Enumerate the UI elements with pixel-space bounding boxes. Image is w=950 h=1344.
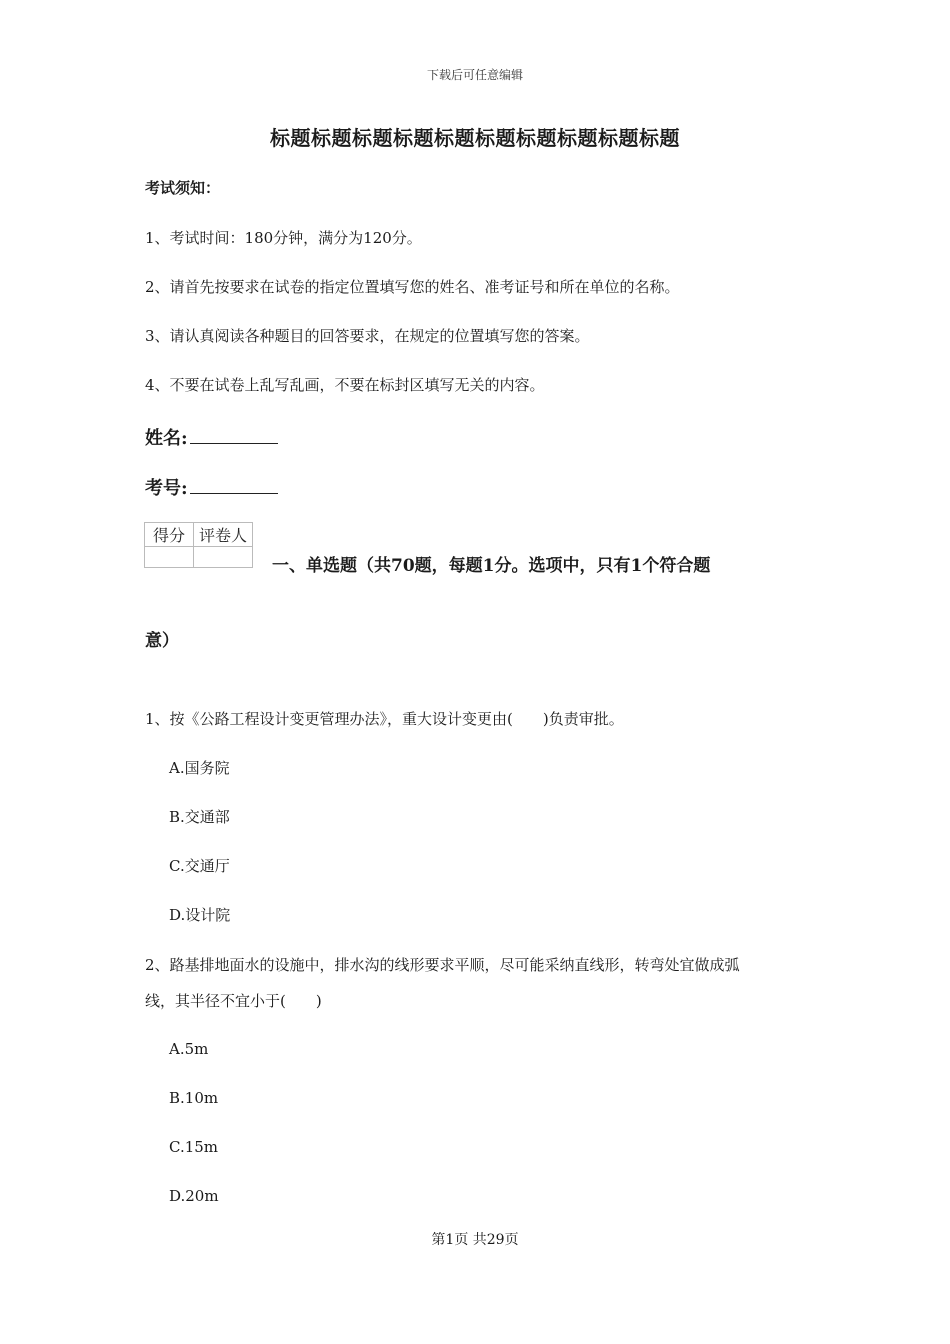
exam-id-field <box>145 474 278 500</box>
grader-cell <box>194 547 253 568</box>
exam-id-label: 考号: <box>145 478 188 499</box>
option: A.5m <box>169 1040 209 1058</box>
option: D.设计院 <box>169 906 231 924</box>
name-blank[interactable] <box>190 427 278 444</box>
score-cell <box>145 547 194 568</box>
notice-item: 4、不要在试卷上乱写乱画，不要在标封区填写无关的内容。 <box>145 376 545 394</box>
document-title: 标题标题标题标题标题标题标题标题标题标题 <box>270 126 680 150</box>
notice-item: 3、请认真阅读各种题目的回答要求，在规定的位置填写您的答案。 <box>145 327 590 345</box>
name-field <box>145 424 278 450</box>
notice-item: 2、请首先按要求在试卷的指定位置填写您的姓名、准考证号和所在单位的名称。 <box>145 278 680 296</box>
page-number: 第1页 共29页 <box>431 1232 519 1248</box>
score-header: 得分 <box>145 523 194 547</box>
section-title-continued: 意） <box>145 631 179 651</box>
option: D.20m <box>169 1187 219 1205</box>
option: B.10m <box>169 1089 219 1107</box>
notice-heading: 考试须知： <box>145 179 221 197</box>
question-2: 2、路基排地面水的设施中，排水沟的线形要求平顺，尽可能采纳直线形，转弯处宜做成弧 <box>145 956 740 974</box>
section-title: 一、单选题（共70题，每题1分。选项中，只有1个符合题 <box>272 556 711 576</box>
notice-item: 1、考试时间：180分钟，满分为120分。 <box>145 229 422 247</box>
question-2-continued: 线，其半径不宜小于( ) <box>145 992 322 1010</box>
question-1: 1、按《公路工程设计变更管理办法》，重大设计变更由( )负责审批。 <box>145 710 624 728</box>
score-box <box>144 522 253 568</box>
option: A.国务院 <box>169 759 230 777</box>
option: C.15m <box>169 1138 219 1156</box>
grader-header: 评卷人 <box>194 523 253 547</box>
header-note: 下载后可任意编辑 <box>426 68 523 82</box>
exam-id-blank[interactable] <box>190 477 278 494</box>
option: C.交通厅 <box>169 857 230 875</box>
name-label: 姓名: <box>145 428 188 449</box>
option: B.交通部 <box>169 808 230 826</box>
